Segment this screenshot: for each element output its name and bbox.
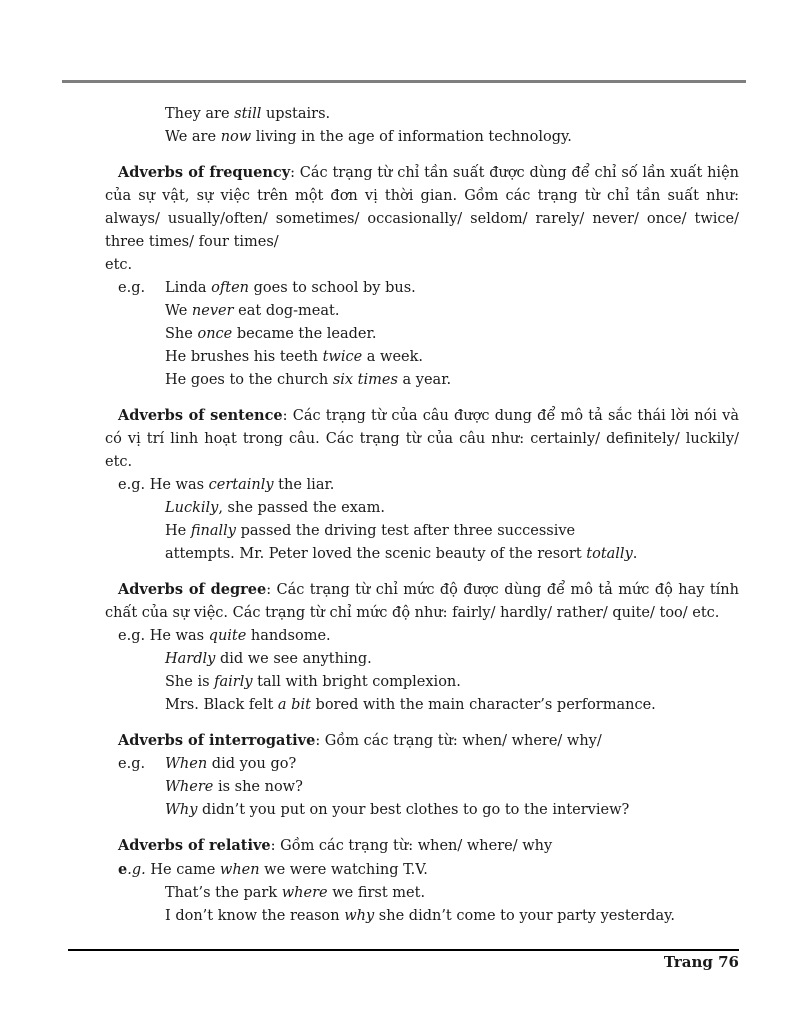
example-line: e.g. When did you go? — [105, 753, 739, 776]
example-line: Why didn’t you put on your best clothes to go to the interview? — [165, 802, 630, 818]
example-line: We are now living in the age of information technology. — [165, 129, 572, 145]
section-heading: Adverbs of sentence — [118, 407, 283, 424]
example-line: She is fairly tall with bright complexion. — [165, 674, 461, 690]
example-line: I don’t know the reason why she didn’t come to your party yesterday. — [165, 908, 675, 924]
example-line: Hardly did we see anything. — [165, 651, 372, 667]
page-number: Trang 76 — [663, 953, 739, 971]
eg-label: e.g. — [118, 628, 146, 644]
section-description: Adverbs of sentence: Các trạng từ của câu được dung để mô tả sắc thái lời nói và có vị trí linh hoạt trong câu. Các trạng từ của câu như: certainly/ definitely/ luckily/ etc. — [105, 407, 739, 470]
section-description: Adverbs of interrogative: Gồm các trạng từ: when/ where/ why/ — [118, 732, 602, 749]
section-heading: Adverbs of frequency — [118, 164, 291, 181]
description-tail: etc. — [105, 257, 133, 273]
example-line: He finally passed the driving test after three successive — [165, 523, 576, 539]
example-line: He brushes his teeth twice a week. — [165, 349, 424, 365]
section-sentence — [105, 404, 739, 566]
example-line: She once became the leader. — [165, 326, 377, 342]
header-rule — [62, 80, 746, 83]
example-line: e.g. He was quite handsome. — [118, 628, 331, 644]
section-heading: Adverbs of degree — [118, 581, 267, 598]
section-relative — [105, 834, 739, 928]
eg-label: e.g. — [118, 280, 146, 296]
section-heading: Adverbs of relative — [118, 837, 271, 854]
eg-label: e.g. — [118, 477, 146, 493]
eg-label: e.g. — [118, 756, 146, 772]
example-line: He goes to the church six times a year. — [165, 372, 452, 388]
page-content — [105, 103, 739, 928]
example-line: Luckily, she passed the exam. — [165, 500, 385, 516]
section-degree — [105, 578, 739, 717]
example-line: Where is she now? — [165, 779, 303, 795]
example-line: They are still upstairs. — [165, 106, 331, 122]
example-line: That’s the park where we first met. — [165, 885, 426, 901]
section-interrogative — [105, 729, 739, 822]
example-line: e.g. Linda often goes to school by bus. — [105, 277, 739, 300]
section-heading: Adverbs of interrogative — [118, 732, 316, 749]
section-frequency — [105, 161, 739, 392]
section-description: Adverbs of relative: Gồm các trạng từ: when/ where/ why — [118, 837, 553, 854]
example-line: e.g. He was certainly the liar. — [118, 477, 335, 493]
example-line: attempts. Mr. Peter loved the scenic beauty of the resort totally. — [165, 546, 638, 562]
footer-rule — [68, 949, 739, 951]
section-description: Adverbs of degree: Các trạng từ chỉ mức độ được dùng để mô tả mức độ hay tính chất của sự việc. Các trạng từ chỉ mức độ như: fairly/ hardly/ rather/ quite/ too/ etc. — [105, 581, 739, 621]
eg-label-italic: .g. — [127, 862, 146, 878]
example-line: We never eat dog-meat. — [165, 303, 340, 319]
example-line: e.g. He came when we were watching T.V. — [118, 861, 428, 878]
example-line: Mrs. Black felt a bit bored with the main character’s performance. — [165, 697, 656, 713]
eg-label-bold: e — [118, 861, 128, 878]
section-description: Adverbs of frequency: Các trạng từ chỉ tần suất được dùng để chỉ số lần xuất hiện của sự vật, sự việc trên một đơn vị thời gian. Gồm các trạng từ chỉ tần suất như: always/ usually/often/ sometimes/ occasionally/ seldom/ rarely/ never/ once/ twice/ three times/ four times/ — [105, 164, 739, 250]
